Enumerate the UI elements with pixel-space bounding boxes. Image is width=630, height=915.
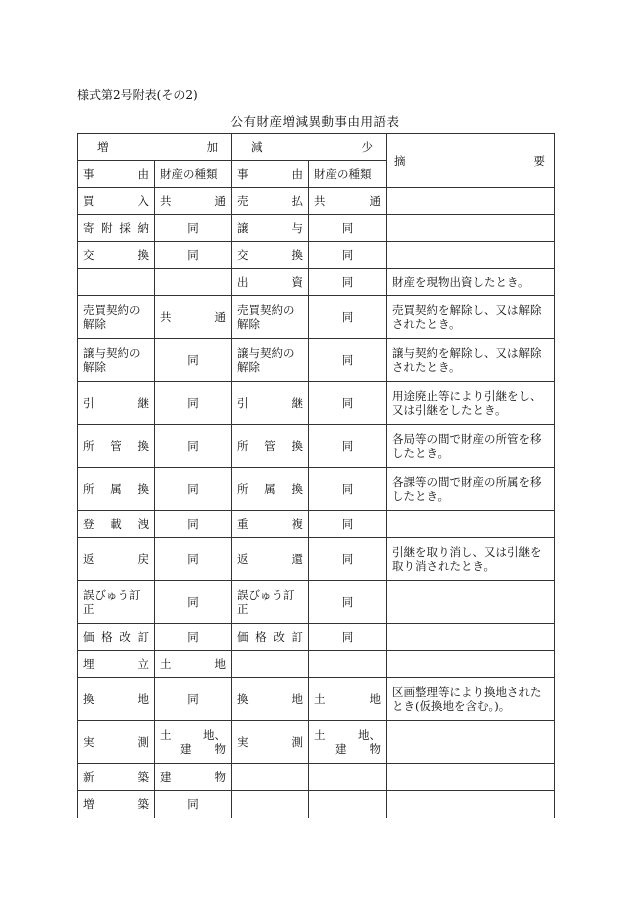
remarks-cell (387, 296, 555, 339)
inc-reason-cell (78, 468, 155, 511)
kind-line: 建 物 (335, 742, 381, 756)
header-reason-char: 由 (291, 167, 303, 181)
inc-reason-char: 寄 (83, 221, 95, 235)
header-kind-label: 財産の種類 (314, 167, 372, 181)
inc-reason-char: 実 (83, 735, 95, 749)
header-decrease-char: 少 (361, 140, 373, 154)
dec-kind-cell (309, 764, 387, 791)
remarks-text: 各局等の間で財産の所管を移したとき。 (392, 432, 542, 460)
header-reason-char: 由 (137, 167, 149, 181)
dec-reason-char: 価 (237, 630, 249, 644)
remarks-text: 引継を取り消し、又は引継を取り消されたとき。 (392, 545, 542, 573)
dec-reason-cell (232, 764, 309, 791)
kind-char: 土 (160, 728, 172, 742)
dec-reason-char: 交 (237, 248, 249, 262)
table-row (78, 624, 555, 651)
inc-kind-cell (155, 511, 232, 538)
kind-char: 土 (314, 728, 326, 742)
dec-kind-cell (309, 269, 387, 296)
dec-kind-char: 通 (369, 194, 381, 208)
dec-reason-char: 引 (237, 396, 249, 410)
inc-reason-char: 所 (83, 482, 95, 496)
inc-reason-char: 格 (101, 630, 113, 644)
dec-reason-char: 出 (237, 275, 249, 289)
dec-reason-char: 与 (291, 221, 303, 235)
table-row (78, 468, 555, 511)
inc-reason-char: 立 (137, 657, 149, 671)
inc-kind-cell (155, 269, 232, 296)
dec-kind-char: 共 (314, 194, 326, 208)
inc-reason-char: 引 (83, 396, 95, 410)
dec-reason-cell (232, 382, 309, 425)
table-row (78, 678, 555, 721)
dec-reason-cell (232, 651, 309, 678)
inc-reason-cell (78, 339, 155, 382)
remarks-cell (387, 269, 555, 296)
header-kind-label: 財産の種類 (160, 167, 218, 181)
remarks-text: 用途廃止等により引継をし、又は引継をしたとき。 (392, 389, 542, 417)
table-row (78, 296, 555, 339)
header-row-group (78, 134, 555, 161)
inc-reason-text: 売買契約の解除 (83, 303, 141, 331)
dec-reason-cell (232, 425, 309, 468)
inc-reason-char: 換 (137, 482, 149, 496)
same-mark: 同 (187, 692, 199, 706)
inc-reason-cell (78, 382, 155, 425)
inc-reason-cell (78, 188, 155, 215)
same-mark: 同 (341, 310, 354, 324)
inc-kind-char: 通 (214, 310, 226, 324)
dec-reason-char: 訂 (291, 630, 303, 644)
dec-kind-cell (309, 242, 387, 269)
remarks-text: 売買契約を解除し、又は解除されたとき。 (392, 303, 542, 331)
inc-reason-char: 築 (137, 770, 149, 784)
dec-reason-cell (232, 269, 309, 296)
remarks-cell (387, 678, 555, 721)
dec-kind-cell (309, 296, 387, 339)
header-reason-char: 事 (83, 167, 95, 181)
dec-kind-cell (309, 581, 387, 624)
dec-kind-cell (309, 468, 387, 511)
inc-reason-cell (78, 764, 155, 791)
inc-reason-char: 地 (137, 692, 149, 706)
remarks-cell (387, 511, 555, 538)
same-mark: 同 (187, 396, 199, 410)
dec-reason-char: 換 (291, 482, 303, 496)
inc-kind-char: 共 (160, 194, 172, 208)
same-mark: 同 (187, 797, 199, 812)
same-mark: 同 (187, 482, 199, 496)
header-increase-char: 加 (206, 140, 218, 154)
dec-reason-char: 払 (291, 194, 303, 208)
inc-reason-cell (78, 624, 155, 651)
dec-reason-char: 管 (264, 439, 276, 453)
inc-kind-char: 建 (160, 770, 172, 784)
table-row (78, 425, 555, 468)
table-row (78, 188, 555, 215)
inc-kind-cell (155, 581, 232, 624)
header-increase (78, 134, 232, 161)
remarks-text: 区画整理等により換地されたとき(仮換地を含む。)。 (392, 685, 542, 713)
inc-reason-char: 埋 (83, 657, 95, 671)
document-title: 公有財産増減異動事由用語表 (230, 114, 400, 129)
header-increase-char: 増 (97, 140, 109, 154)
table-row (78, 538, 555, 581)
remarks-cell (387, 721, 555, 764)
dec-reason-char: 実 (237, 735, 249, 749)
dec-reason-char: 所 (237, 439, 249, 453)
inc-reason-char: 入 (137, 194, 149, 208)
inc-kind-char: 物 (214, 770, 226, 784)
dec-kind-cell (309, 382, 387, 425)
inc-kind-cell (155, 188, 232, 215)
dec-reason-char: 換 (291, 439, 303, 453)
inc-kind-cell (155, 339, 232, 382)
inc-kind-cell (155, 242, 232, 269)
remarks-text: 財産を現物出資したとき。 (392, 275, 530, 289)
dec-reason-cell (232, 538, 309, 581)
inc-reason-cell (78, 425, 155, 468)
inc-reason-char: 戻 (137, 552, 149, 566)
inc-reason-char: 載 (110, 517, 122, 531)
dec-reason-cell (232, 511, 309, 538)
same-mark: 同 (341, 595, 354, 609)
dec-reason-char: 還 (291, 552, 303, 566)
dec-kind-cell (309, 624, 387, 651)
table-row (78, 511, 555, 538)
same-mark: 同 (341, 221, 354, 235)
same-mark: 同 (187, 439, 199, 453)
table-row (78, 215, 555, 242)
same-mark: 同 (187, 595, 199, 609)
dec-reason-char: 資 (291, 275, 303, 289)
header-remarks-char: 要 (533, 153, 545, 168)
inc-reason-char: 採 (119, 221, 131, 235)
table-row (78, 382, 555, 425)
dec-kind-char: 地 (369, 692, 381, 706)
dec-kind-cell (309, 651, 387, 678)
inc-kind-cell (155, 215, 232, 242)
dec-reason-char: 売 (237, 194, 249, 208)
inc-reason-char: 返 (83, 552, 95, 566)
same-mark: 同 (187, 353, 199, 367)
remarks-cell (387, 242, 555, 269)
dec-reason-cell (232, 721, 309, 764)
same-mark: 同 (341, 482, 354, 496)
dec-kind-cell (309, 339, 387, 382)
dec-reason-char: 改 (273, 630, 285, 644)
same-mark: 同 (341, 248, 354, 262)
same-mark: 同 (341, 396, 354, 410)
remarks-cell (387, 581, 555, 624)
dec-reason-char: 重 (237, 517, 249, 531)
inc-kind-cell (155, 296, 232, 339)
inc-reason-cell (78, 269, 155, 296)
dec-reason-cell (232, 215, 309, 242)
remarks-cell (387, 382, 555, 425)
remarks-cell (387, 651, 555, 678)
inc-reason-char: 登 (83, 517, 95, 531)
inc-reason-cell (78, 296, 155, 339)
remarks-cell (387, 791, 555, 818)
remarks-text: 各課等の間で財産の所属を移したとき。 (392, 475, 542, 503)
dec-reason-char: 測 (291, 735, 303, 749)
dec-kind-cell (309, 721, 387, 764)
inc-kind-cell (155, 764, 232, 791)
dec-reason-cell (232, 188, 309, 215)
table-row (78, 764, 555, 791)
same-mark: 同 (187, 248, 199, 262)
inc-reason-text: 譲与契約の解除 (83, 346, 141, 374)
same-mark: 同 (187, 630, 199, 644)
dec-reason-cell (232, 339, 309, 382)
same-mark: 同 (341, 353, 354, 367)
inc-kind-cell (155, 721, 232, 764)
remarks-cell (387, 538, 555, 581)
dec-reason-cell (232, 581, 309, 624)
dec-reason-text: 売買契約の解除 (237, 303, 295, 331)
dec-kind-char: 土 (314, 692, 326, 706)
dec-reason-char: 格 (255, 630, 267, 644)
inc-reason-char: 測 (137, 735, 149, 749)
dec-reason-cell (232, 468, 309, 511)
terminology-table (77, 133, 555, 818)
inc-kind-char: 共 (160, 310, 172, 324)
remarks-cell (387, 339, 555, 382)
inc-reason-cell (78, 651, 155, 678)
inc-reason-char: 管 (110, 439, 122, 453)
inc-kind-cell (155, 624, 232, 651)
inc-reason-char: 訂 (137, 630, 149, 644)
remarks-cell (387, 624, 555, 651)
header-reason-char: 事 (237, 167, 249, 181)
dec-reason-cell (232, 791, 309, 818)
inc-reason-char: 改 (119, 630, 131, 644)
dec-reason-cell (232, 678, 309, 721)
same-mark: 同 (187, 221, 199, 235)
inc-reason-char: 交 (83, 248, 95, 262)
inc-reason-char: 所 (83, 439, 95, 453)
inc-kind-cell (155, 678, 232, 721)
inc-reason-char: 洩 (137, 517, 149, 531)
table-row (78, 339, 555, 382)
inc-reason-cell (78, 581, 155, 624)
remarks-cell (387, 425, 555, 468)
inc-kind-cell (155, 382, 232, 425)
inc-reason-char: 築 (137, 797, 149, 812)
dec-reason-cell (232, 624, 309, 651)
inc-reason-cell (78, 215, 155, 242)
inc-reason-text: 誤びゅう訂正 (83, 588, 141, 616)
kind-line: 建 物 (180, 742, 226, 756)
table-row (78, 651, 555, 678)
header-decrease-char: 減 (251, 140, 263, 154)
inc-reason-cell (78, 538, 155, 581)
inc-kind-cell (155, 425, 232, 468)
header-remarks-char: 摘 (394, 153, 406, 168)
dec-reason-char: 複 (291, 517, 303, 531)
inc-reason-char: 属 (110, 482, 122, 496)
header-inc-kind (155, 161, 232, 188)
dec-kind-cell (309, 791, 387, 818)
remarks-cell (387, 764, 555, 791)
dec-reason-char: 返 (237, 552, 249, 566)
dec-kind-cell (309, 215, 387, 242)
inc-reason-char: 換 (137, 439, 149, 453)
dec-reason-cell (232, 296, 309, 339)
header-inc-reason (78, 161, 155, 188)
form-label: 様式第2号附表(その2) (77, 88, 198, 102)
dec-kind-cell (309, 425, 387, 468)
same-mark: 同 (341, 439, 354, 453)
dec-reason-text: 譲与契約の解除 (237, 346, 295, 374)
dec-reason-char: 地 (291, 692, 303, 706)
dec-kind-cell (309, 511, 387, 538)
kind-char: 地、 (203, 728, 226, 742)
same-mark: 同 (341, 275, 354, 289)
inc-reason-char: 附 (101, 221, 113, 235)
remarks-text: 譲与契約を解除し、又は解除されたとき。 (392, 346, 542, 374)
inc-reason-cell (78, 678, 155, 721)
same-mark: 同 (341, 517, 354, 531)
inc-kind-cell (155, 791, 232, 818)
inc-reason-cell (78, 242, 155, 269)
inc-reason-cell (78, 511, 155, 538)
inc-kind-char: 通 (214, 194, 226, 208)
remarks-cell (387, 188, 555, 215)
table-row (78, 791, 555, 818)
inc-kind-cell (155, 651, 232, 678)
dec-kind-cell (309, 678, 387, 721)
inc-reason-cell (78, 791, 155, 818)
inc-kind-char: 地 (214, 657, 226, 671)
header-dec-reason (232, 161, 309, 188)
table-row (78, 242, 555, 269)
same-mark: 同 (187, 552, 199, 566)
dec-reason-text: 誤びゅう訂正 (237, 588, 295, 616)
header-remarks (387, 134, 555, 188)
remarks-cell (387, 468, 555, 511)
same-mark: 同 (341, 630, 354, 644)
inc-kind-char: 土 (160, 657, 172, 671)
kind-char: 地、 (358, 728, 381, 742)
inc-reason-char: 買 (83, 194, 95, 208)
dec-reason-char: 換 (237, 692, 249, 706)
header-dec-kind (309, 161, 387, 188)
inc-reason-cell (78, 721, 155, 764)
dec-reason-char: 換 (291, 248, 303, 262)
header-decrease (232, 134, 387, 161)
inc-reason-char: 換 (83, 692, 95, 706)
inc-kind-cell (155, 538, 232, 581)
dec-reason-char: 所 (237, 482, 249, 496)
inc-reason-char: 納 (137, 221, 149, 235)
inc-reason-char: 新 (83, 770, 95, 784)
dec-reason-char: 属 (264, 482, 276, 496)
inc-reason-char: 増 (83, 797, 95, 812)
inc-reason-char: 換 (137, 248, 149, 262)
table-row (78, 581, 555, 624)
table-row (78, 269, 555, 296)
dec-kind-cell (309, 538, 387, 581)
dec-kind-cell (309, 188, 387, 215)
remarks-cell (387, 215, 555, 242)
table-row (78, 721, 555, 764)
dec-reason-cell (232, 242, 309, 269)
same-mark: 同 (341, 552, 354, 566)
inc-kind-cell (155, 468, 232, 511)
inc-reason-char: 価 (83, 630, 95, 644)
same-mark: 同 (187, 517, 199, 531)
dec-reason-char: 継 (291, 396, 303, 410)
dec-reason-char: 譲 (237, 221, 249, 235)
inc-reason-char: 継 (137, 396, 149, 410)
